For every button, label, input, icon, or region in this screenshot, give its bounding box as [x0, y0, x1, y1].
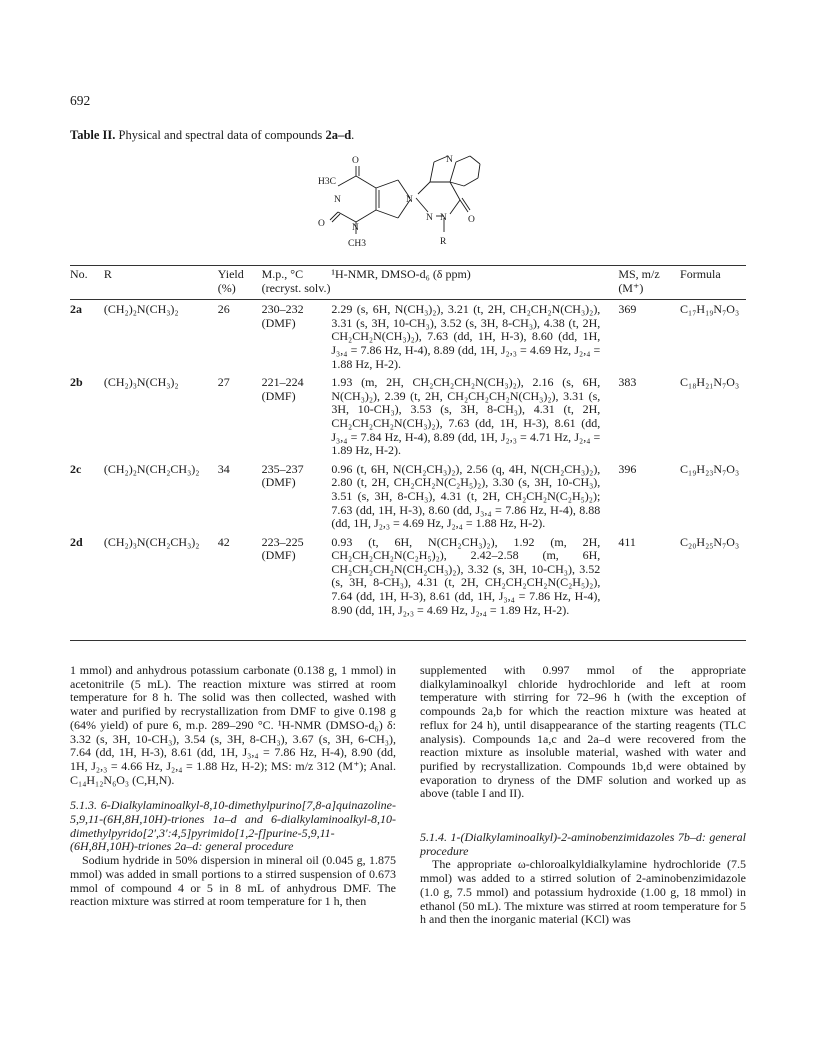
- structure-label: O: [468, 215, 475, 225]
- cell-mp: 221–224 (DMF): [261, 375, 304, 403]
- cell-nmr: 0.96 (t, 6H, N(CH₂CH₃)₂), 2.56 (q, 4H, N(CH₂CH₃)₂), 2.80 (t, 2H, CH₂CH₂N(C₂H₅)₂), 3.30 (s, 3H, 10-CH₃), 3.51 (s, 3H, 8-CH₃), 4.31 (t, 2H, CH₂CH₂N(C₂H₅)₂); 7.63 (dd, 1H, H-3), 8.60 (dd, J₃,₄ = 7.86 Hz, H-4), 8.88 (dd, 1H, J₂,₃ = 4.69 Hz, J₂,₄ = 1.88 Hz, H-2).: [331, 461, 601, 531]
- cell-no: 2c: [70, 461, 82, 476]
- cell-yield: 42: [217, 534, 230, 549]
- table-caption-text: Physical and spectral data of compounds: [115, 128, 326, 142]
- table-top-rule: [70, 265, 746, 266]
- cell-ms: 396: [618, 461, 637, 476]
- cell-ms: 411: [618, 534, 636, 549]
- table-row: [70, 460, 746, 533]
- section-heading: 5.1.3. 6-Dialkylaminoalkyl-8,10-dimethylpurino[7,8-a]quinazoline-5,9,11-(6H,8H,10H)-triones 1a–d and 6-dialkylaminoalkyl-8,10-dimethylpyrido[2′,3′:4,5]pyrimido[1,2-f]purine-5,9,11-(6H,8H,10H)-triones 2a–d: general procedure: [70, 798, 396, 854]
- page-number: 692: [70, 93, 91, 108]
- cell-r: (CH₂)₃N(CH₃)₂: [103, 375, 179, 390]
- structure-label: N: [352, 223, 359, 233]
- left-column: [70, 664, 396, 909]
- cell-yield: 34: [217, 461, 230, 476]
- cell-formula: C₂₀H₂₅N₇O₃: [680, 534, 740, 549]
- cell-nmr: 0.93 (t, 6H, N(CH₂CH₃)₂), 1.92 (m, 2H, CH₂CH₂CH₂N(C₂H₅)₂), 2.42–2.58 (m, 6H, CH₂CH₂CH₂N(CH₂CH₃)₂), 3.32 (s, 3H, 10-CH₃), 3.52 (s, 3H, 8-CH₃), 4.31 (t, 2H, CH₂CH₂CH₂N(C₂H₅)₂), 7.64 (dd, 1H, H-3), 8.61 (dd, 1H, J₃,₄ = 7.86 Hz, H-4), 8.90 (dd, 1H, J₂,₃ = 4.69 Hz, J₂,₄ = 1.89 Hz, H-2).: [331, 534, 601, 617]
- table-row: [70, 533, 746, 620]
- structure-label: CH3: [348, 239, 366, 249]
- structure-label: H3C: [318, 177, 336, 187]
- cell-no: 2d: [70, 534, 83, 549]
- header-no: No.: [70, 267, 104, 300]
- cell-mp: 230–232 (DMF): [261, 302, 304, 330]
- cell-r: (CH₂)₃N(CH₂CH₃)₂: [103, 534, 200, 549]
- structure-label: N: [440, 213, 447, 223]
- left-paragraph: 1 mmol) and anhydrous potassium carbonate (0.138 g, 1 mmol) in acetonitrile (5 mL). The reaction mixture was stirred at room temperature for 8 h. The solid was then collected, washed with water and purified by recrystallization from DMF to give 0.198 g (64% yield) of pure 6, m.p. 289–290 °C. ¹H-NMR (DMSO-d₆) δ: 3.32 (s, 3H, 10-CH₃), 3.54 (s, 3H, 8-CH₃), 3.67 (s, 3H, 6-CH₃), 7.64 (dd, 1H, H-3), 8.61 (dd, 1H, J₃,₄ = 7.86 Hz, H-4), 8.90 (dd, 1H, J₂,₃ = 4.66 Hz, J₂,₄ = 1.88 Hz, H-2); MS: m/z 312 (M⁺); Anal. C₁₄H₁₂N₆O₃ (C,H,N).: [70, 663, 396, 787]
- table-row: [70, 373, 746, 460]
- cell-nmr: 2.29 (s, 6H, N(CH₃)₂), 3.21 (t, 2H, CH₂CH₂N(CH₃)₂), 3.31 (s, 3H, 10-CH₃), 3.52 (s, 3H, 8-CH₃), 4.38 (t, 2H, CH₂CH₂N(CH₃)₂), 7.63 (dd, 1H, H-3), 8.60 (dd, 1H, J₃,₄ = 7.86 Hz, H-4), 8.89 (dd, 1H, J₂,₃ = 4.69 Hz, J₂,₄ = 1.88 Hz, H-2).: [331, 302, 601, 371]
- left-paragraph: Sodium hydride in 50% dispersion in mineral oil (0.045 g, 1.875 mmol) was added in small portions to a stirred suspension of 0.673 mmol of compound 4 or 5 in 8 mL of anhydrous DMF. The reaction mixture was stirred at room temperature for 1 h, then: [70, 853, 396, 909]
- cell-formula: C₁₇H₁₉N₇O₃: [680, 302, 740, 317]
- header-r: R: [104, 267, 218, 300]
- structure-label: R: [440, 237, 447, 247]
- header-ms: MS, m/z (M⁺): [612, 267, 680, 300]
- right-column: [420, 664, 746, 927]
- cell-formula: C₁₈H₂₁N₇O₃: [680, 375, 740, 390]
- cell-ms: 369: [618, 302, 637, 317]
- header-yield: Yield (%): [218, 267, 262, 300]
- data-table: [70, 267, 746, 619]
- structure-label: O: [318, 219, 325, 229]
- structure-label: N: [406, 195, 413, 205]
- cell-nmr: 1.93 (m, 2H, CH₂CH₂CH₂N(CH₃)₂), 2.16 (s, 6H, N(CH₃)₂), 2.39 (t, 2H, CH₂CH₂CH₂N(CH₃)₂), 3.31 (s, 3H, 10-CH₃), 3.53 (s, 3H, 8-CH₃), 4.31 (t, 2H, CH₂CH₂CH₂N(CH₃)₂), 7.63 (dd, 1H, H-3), 8.61 (dd, J₃,₄ = 7.84 Hz, H-4), 8.89 (dd, 1H, J₂,₃ = 4.71 Hz, J₂,₄ = 1.89 Hz, H-2).: [331, 375, 601, 458]
- cell-no: 2b: [70, 375, 83, 390]
- table-caption-compounds: 2a–d: [325, 128, 352, 142]
- table-bottom-rule: [70, 640, 746, 641]
- header-nmr: ¹H-NMR, DMSO-d₆ (δ ppm): [331, 267, 612, 300]
- cell-r: (CH₂)₂N(CH₂CH₃)₂: [103, 461, 200, 476]
- structure-label: O: [352, 156, 359, 166]
- structure-label: N: [426, 213, 433, 223]
- structure-label: N: [446, 155, 453, 165]
- table-caption-end: .: [351, 128, 355, 142]
- cell-r: (CH₂)₂N(CH₃)₂: [103, 302, 179, 317]
- cell-yield: 26: [217, 302, 230, 317]
- cell-no: 2a: [70, 302, 82, 317]
- right-paragraph: supplemented with 0.997 mmol of the appropriate dialkylaminoalkyl chloride hydrochloride and left at room temperature with stirring for 72–96 h (with the exception of compounds 2a,b for which the reaction mixture was heated at reflux for 24 h), until disappearance of the starting reagents (TLC analysis). Compounds 1a,c and 2a–d were recovered from the reaction mixture as insoluble material, washed with water and purified by recrystallization. Compounds 1b,d were obtained by evaporation to dryness of the DMF solution and worked up as above (table I and II).: [420, 663, 746, 801]
- cell-yield: 27: [217, 375, 230, 390]
- right-paragraph: The appropriate ω-chloroalkyldialkylamine hydrochloride (7.5 mmol) was added to a stirred solution of 2-aminobenzimidazole (1.0 g, 7.5 mmol) and potassium hydroxide (1.00 g, 18 mmol) in ethanol (50 mL). The mixture was stirred at room temperature for 5 h and then the inorganic material (KCl) was: [420, 857, 746, 927]
- cell-mp: 223–225 (DMF): [261, 534, 304, 563]
- header-mp: M.p., °C (recryst. solv.): [262, 267, 332, 300]
- structure-label: N: [334, 195, 341, 205]
- cell-formula: C₁₉H₂₃N₇O₃: [680, 461, 740, 476]
- section-heading: 5.1.4. 1-(Dialkylaminoalkyl)-2-aminobenzimidazoles 7b–d: general procedure: [420, 830, 746, 858]
- header-formula: Formula: [680, 267, 746, 300]
- table-label: Table II.: [70, 128, 116, 142]
- chemical-structure: [318, 154, 498, 258]
- table-header-row: [70, 267, 746, 300]
- cell-mp: 235–237 (DMF): [261, 461, 304, 490]
- table-row: [70, 300, 746, 373]
- cell-ms: 383: [618, 375, 637, 390]
- table-caption: [70, 128, 354, 143]
